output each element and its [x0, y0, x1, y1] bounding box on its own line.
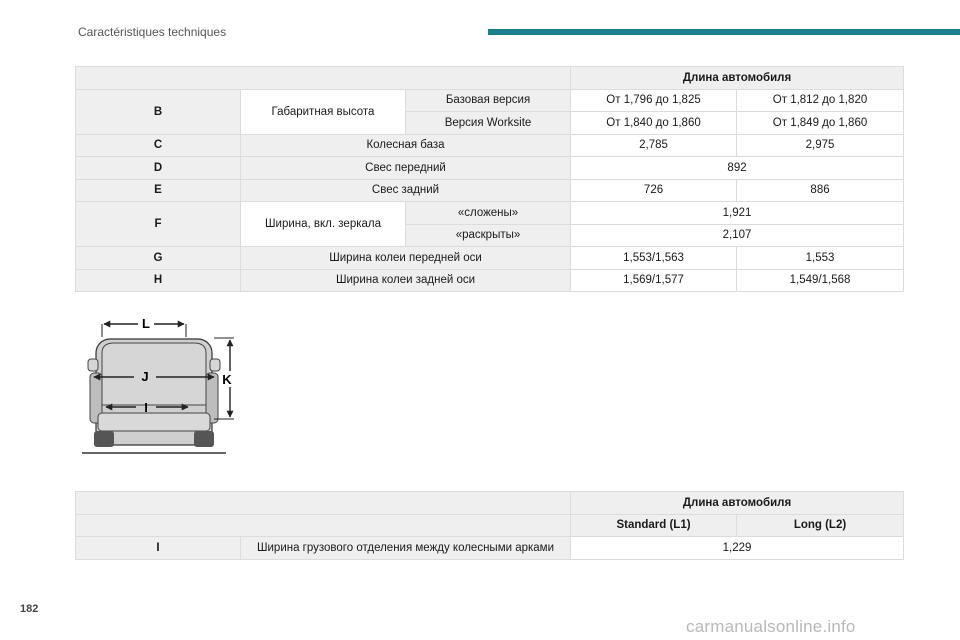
label-k: K [222, 372, 232, 387]
table-header-row [76, 67, 904, 90]
label-l: L [142, 316, 150, 331]
row-value-l2: От 1,812 до 1,820 [737, 89, 904, 112]
row-parameter: Колесная база [241, 134, 571, 157]
length-header: Длина автомобиля [571, 492, 904, 515]
row-code: C [76, 134, 241, 157]
row-value: 892 [571, 157, 904, 180]
section-title: Caractéristiques techniques [78, 25, 227, 39]
row-value-l2: 886 [737, 179, 904, 202]
row-code: E [76, 179, 241, 202]
van-rear-diagram [76, 313, 246, 455]
dimensions-table [75, 66, 904, 292]
subheader-blank-cell [76, 514, 571, 537]
table-row [76, 89, 904, 112]
table-header-row [76, 492, 904, 515]
row-parameter: Габаритная высота [241, 89, 406, 134]
page-number: 182 [20, 603, 39, 615]
row-value-l1: 1,569/1,577 [571, 269, 737, 292]
row-value-l2: 1,553 [737, 247, 904, 270]
row-variant: Версия Worksite [406, 112, 571, 135]
cargo-dimensions-table [75, 491, 904, 560]
row-parameter: Свес задний [241, 179, 571, 202]
row-variant: «раскрыты» [406, 224, 571, 247]
label-i: I [144, 400, 148, 415]
row-code: I [76, 537, 241, 560]
row-value: 2,107 [571, 224, 904, 247]
row-code: G [76, 247, 241, 270]
header-blank-cell [76, 492, 571, 515]
row-value-l1: 2,785 [571, 134, 737, 157]
row-value: 1,229 [571, 537, 904, 560]
table-row [76, 247, 904, 270]
row-parameter: Ширина грузового отделения между колесными арками [241, 537, 571, 560]
row-parameter: Ширина колеи задней оси [241, 269, 571, 292]
row-code: H [76, 269, 241, 292]
row-value-l1: От 1,796 до 1,825 [571, 89, 737, 112]
table-row [76, 269, 904, 292]
row-value-l1: 726 [571, 179, 737, 202]
length-header: Длина автомобиля [571, 67, 904, 90]
row-parameter: Ширина колеи передней оси [241, 247, 571, 270]
table-row [76, 157, 904, 180]
row-value-l2: 2,975 [737, 134, 904, 157]
row-value-l2: От 1,849 до 1,860 [737, 112, 904, 135]
table-row [76, 537, 904, 560]
row-value-l1: 1,553/1,563 [571, 247, 737, 270]
table-row [76, 179, 904, 202]
row-parameter: Ширина, вкл. зеркала [241, 202, 406, 247]
column-long: Long (L2) [737, 514, 904, 537]
row-parameter: Свес передний [241, 157, 571, 180]
table-row [76, 202, 904, 225]
row-code: B [76, 89, 241, 134]
row-code: D [76, 157, 241, 180]
column-standard: Standard (L1) [571, 514, 737, 537]
row-value-l2: 1,549/1,568 [737, 269, 904, 292]
header-accent-bar [488, 29, 960, 35]
table-row [76, 134, 904, 157]
row-value: 1,921 [571, 202, 904, 225]
watermark: carmanualsonline.info [686, 617, 856, 636]
label-j: J [141, 369, 149, 384]
row-code: F [76, 202, 241, 247]
row-variant: Базовая версия [406, 89, 571, 112]
row-value-l1: От 1,840 до 1,860 [571, 112, 737, 135]
header-blank-cell [76, 67, 571, 90]
row-variant: «сложены» [406, 202, 571, 225]
table-subheader-row [76, 514, 904, 537]
